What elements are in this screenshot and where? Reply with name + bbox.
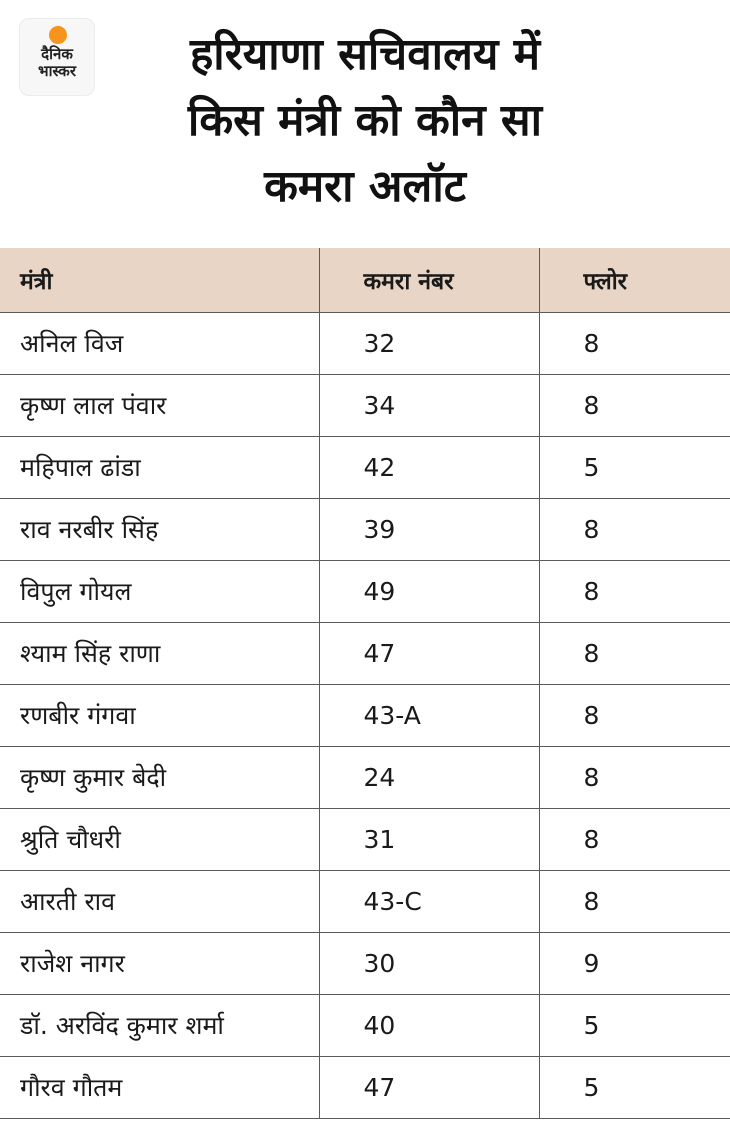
- minister-name-cell: राजेश नागर: [0, 932, 319, 994]
- floor-number-cell: 8: [539, 870, 730, 932]
- room-number-cell: 34: [319, 374, 539, 436]
- minister-name-cell: राव नरबीर सिंह: [0, 498, 319, 560]
- floor-number-cell: 8: [539, 374, 730, 436]
- table-header-row: [0, 248, 730, 312]
- floor-number-cell: 8: [539, 498, 730, 560]
- logo-text-line1: दैनिक: [41, 45, 73, 63]
- page-title: [110, 22, 620, 220]
- table-row: [0, 870, 730, 932]
- floor-number-cell: 8: [539, 560, 730, 622]
- table-row: [0, 746, 730, 808]
- title-line-1: हरियाणा सचिवालय में: [189, 29, 541, 80]
- minister-name-cell: कृष्ण लाल पंवार: [0, 374, 319, 436]
- title-line-3: कमरा अलॉट: [264, 161, 466, 212]
- room-number-cell: 42: [319, 436, 539, 498]
- table-row: [0, 498, 730, 560]
- header-room-number: कमरा नंबर: [319, 248, 539, 312]
- room-allotment-table: [0, 248, 730, 1119]
- room-number-cell: 30: [319, 932, 539, 994]
- floor-number-cell: 8: [539, 808, 730, 870]
- floor-number-cell: 5: [539, 994, 730, 1056]
- table-row: [0, 312, 730, 374]
- minister-name-cell: महिपाल ढांडा: [0, 436, 319, 498]
- table-row: [0, 932, 730, 994]
- table-row: [0, 374, 730, 436]
- sun-icon: [49, 26, 67, 44]
- minister-name-cell: श्याम सिंह राणा: [0, 622, 319, 684]
- title-line-2: किस मंत्री को कौन सा: [187, 95, 543, 146]
- minister-name-cell: आरती राव: [0, 870, 319, 932]
- table-row: [0, 560, 730, 622]
- minister-name-cell: रणबीर गंगवा: [0, 684, 319, 746]
- minister-name-cell: डॉ. अरविंद कुमार शर्मा: [0, 994, 319, 1056]
- floor-number-cell: 9: [539, 932, 730, 994]
- logo-text-line2: भास्कर: [38, 62, 76, 80]
- table-row: [0, 622, 730, 684]
- room-number-cell: 40: [319, 994, 539, 1056]
- minister-name-cell: विपुल गोयल: [0, 560, 319, 622]
- minister-name-cell: श्रुति चौधरी: [0, 808, 319, 870]
- room-number-cell: 39: [319, 498, 539, 560]
- floor-number-cell: 5: [539, 436, 730, 498]
- header-minister: मंत्री: [0, 248, 319, 312]
- room-number-cell: 31: [319, 808, 539, 870]
- floor-number-cell: 5: [539, 1056, 730, 1118]
- floor-number-cell: 8: [539, 746, 730, 808]
- room-number-cell: 43-C: [319, 870, 539, 932]
- minister-name-cell: अनिल विज: [0, 312, 319, 374]
- minister-name-cell: गौरव गौतम: [0, 1056, 319, 1118]
- table-row: [0, 436, 730, 498]
- room-number-cell: 49: [319, 560, 539, 622]
- brand-logo: [19, 18, 95, 96]
- table-row: [0, 994, 730, 1056]
- header-floor: फ्लोर: [539, 248, 730, 312]
- room-number-cell: 32: [319, 312, 539, 374]
- floor-number-cell: 8: [539, 312, 730, 374]
- floor-number-cell: 8: [539, 622, 730, 684]
- table-row: [0, 684, 730, 746]
- room-number-cell: 47: [319, 622, 539, 684]
- floor-number-cell: 8: [539, 684, 730, 746]
- room-number-cell: 47: [319, 1056, 539, 1118]
- table-row: [0, 808, 730, 870]
- table-row: [0, 1056, 730, 1118]
- room-number-cell: 24: [319, 746, 539, 808]
- minister-name-cell: कृष्ण कुमार बेदी: [0, 746, 319, 808]
- room-number-cell: 43-A: [319, 684, 539, 746]
